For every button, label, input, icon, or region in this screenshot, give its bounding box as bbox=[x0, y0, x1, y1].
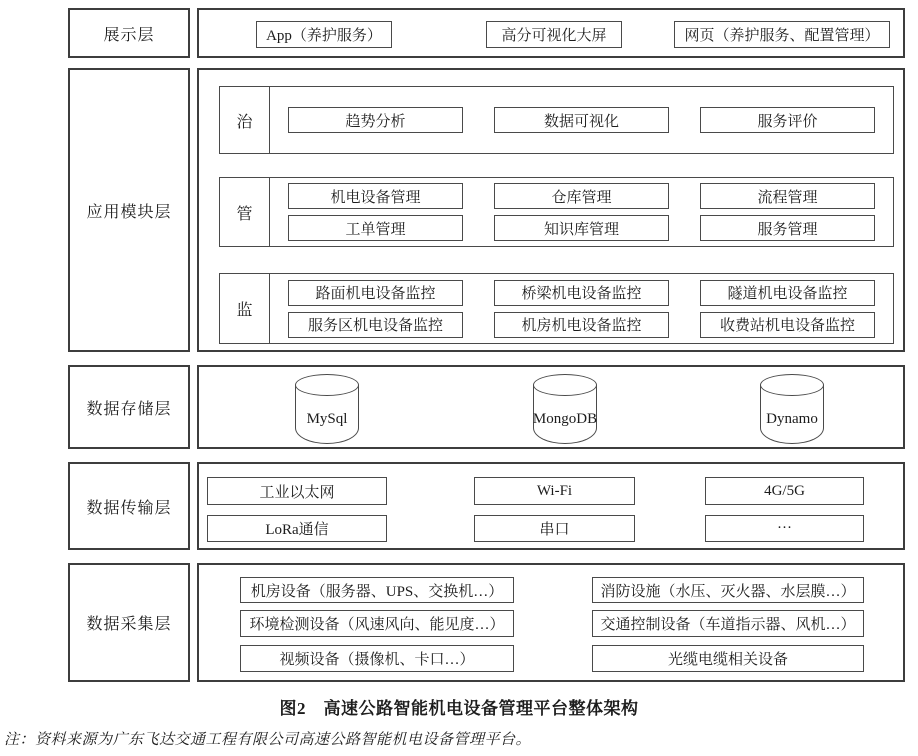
transmission-item: 4G/5G bbox=[705, 477, 864, 505]
database-label: MongoDB bbox=[532, 411, 598, 427]
module-item: 机房机电设备监控 bbox=[494, 312, 669, 338]
layer-content-transmission bbox=[197, 462, 905, 550]
collection-item: 消防设施（水压、灭火器、水层膜…） bbox=[592, 577, 864, 603]
layer-content-storage bbox=[197, 365, 905, 449]
source-note: 注：资料来源为广东飞达交通工程有限公司高速公路智能机电设备管理平台。 bbox=[4, 732, 532, 748]
collection-item: 环境检测设备（风速风向、能见度…） bbox=[240, 610, 514, 637]
layer-label-transmission: 数据传输层 bbox=[68, 462, 190, 550]
module-group-tag-manage: 管 bbox=[220, 178, 270, 246]
database-label: Dynamo bbox=[766, 411, 818, 427]
layer-content-application bbox=[197, 68, 905, 352]
cylinder-top-icon bbox=[533, 374, 597, 396]
module-group-govern bbox=[219, 86, 894, 154]
collection-item: 机房设备（服务器、UPS、交换机…） bbox=[240, 577, 514, 603]
layer-content-presentation bbox=[197, 8, 905, 58]
module-item: 知识库管理 bbox=[494, 215, 669, 241]
database-label: MySql bbox=[306, 411, 348, 427]
database-cylinder-mongodb bbox=[533, 374, 597, 444]
module-item: 机电设备管理 bbox=[288, 183, 463, 209]
cylinder-top-icon bbox=[760, 374, 824, 396]
module-group-items-monitor bbox=[270, 274, 893, 343]
transmission-item: 工业以太网 bbox=[207, 477, 387, 505]
layer-label-application: 应用模块层 bbox=[68, 68, 190, 352]
module-group-monitor bbox=[219, 273, 894, 344]
module-item: 流程管理 bbox=[700, 183, 875, 209]
module-item: 数据可视化 bbox=[494, 107, 669, 133]
module-group-items-govern bbox=[270, 87, 893, 153]
presentation-item-dashboard: 高分可视化大屏 bbox=[486, 21, 622, 48]
module-item: 隧道机电设备监控 bbox=[700, 280, 875, 306]
transmission-item: 串口 bbox=[474, 515, 635, 542]
module-item: 服务区机电设备监控 bbox=[288, 312, 463, 338]
database-cylinder-dynamo bbox=[760, 374, 824, 444]
presentation-item-app: App（养护服务） bbox=[256, 21, 392, 48]
layer-content-collection bbox=[197, 563, 905, 682]
module-item: 趋势分析 bbox=[288, 107, 463, 133]
layer-label-collection: 数据采集层 bbox=[68, 563, 190, 682]
module-item: 工单管理 bbox=[288, 215, 463, 241]
collection-item: 交通控制设备（车道指示器、风机…） bbox=[592, 610, 864, 637]
module-item: 桥梁机电设备监控 bbox=[494, 280, 669, 306]
collection-item: 光缆电缆相关设备 bbox=[592, 645, 864, 672]
presentation-item-web: 网页（养护服务、配置管理） bbox=[674, 21, 890, 48]
module-group-items-manage bbox=[270, 178, 893, 246]
transmission-item: ··· bbox=[705, 515, 864, 542]
database-cylinder-mysql bbox=[295, 374, 359, 444]
module-item: 服务评价 bbox=[700, 107, 875, 133]
module-item: 路面机电设备监控 bbox=[288, 280, 463, 306]
layer-label-storage: 数据存储层 bbox=[68, 365, 190, 449]
module-group-tag-govern: 治 bbox=[220, 87, 270, 153]
module-item: 服务管理 bbox=[700, 215, 875, 241]
module-group-tag-monitor: 监 bbox=[220, 274, 270, 343]
module-item: 收费站机电设备监控 bbox=[700, 312, 875, 338]
layer-label-presentation: 展示层 bbox=[68, 8, 190, 58]
collection-item: 视频设备（摄像机、卡口…） bbox=[240, 645, 514, 672]
module-group-manage bbox=[219, 177, 894, 247]
cylinder-top-icon bbox=[295, 374, 359, 396]
figure-caption: 图2 高速公路智能机电设备管理平台整体架构 bbox=[279, 699, 639, 718]
transmission-item: Wi-Fi bbox=[474, 477, 635, 505]
transmission-item: LoRa通信 bbox=[207, 515, 387, 542]
module-item: 仓库管理 bbox=[494, 183, 669, 209]
